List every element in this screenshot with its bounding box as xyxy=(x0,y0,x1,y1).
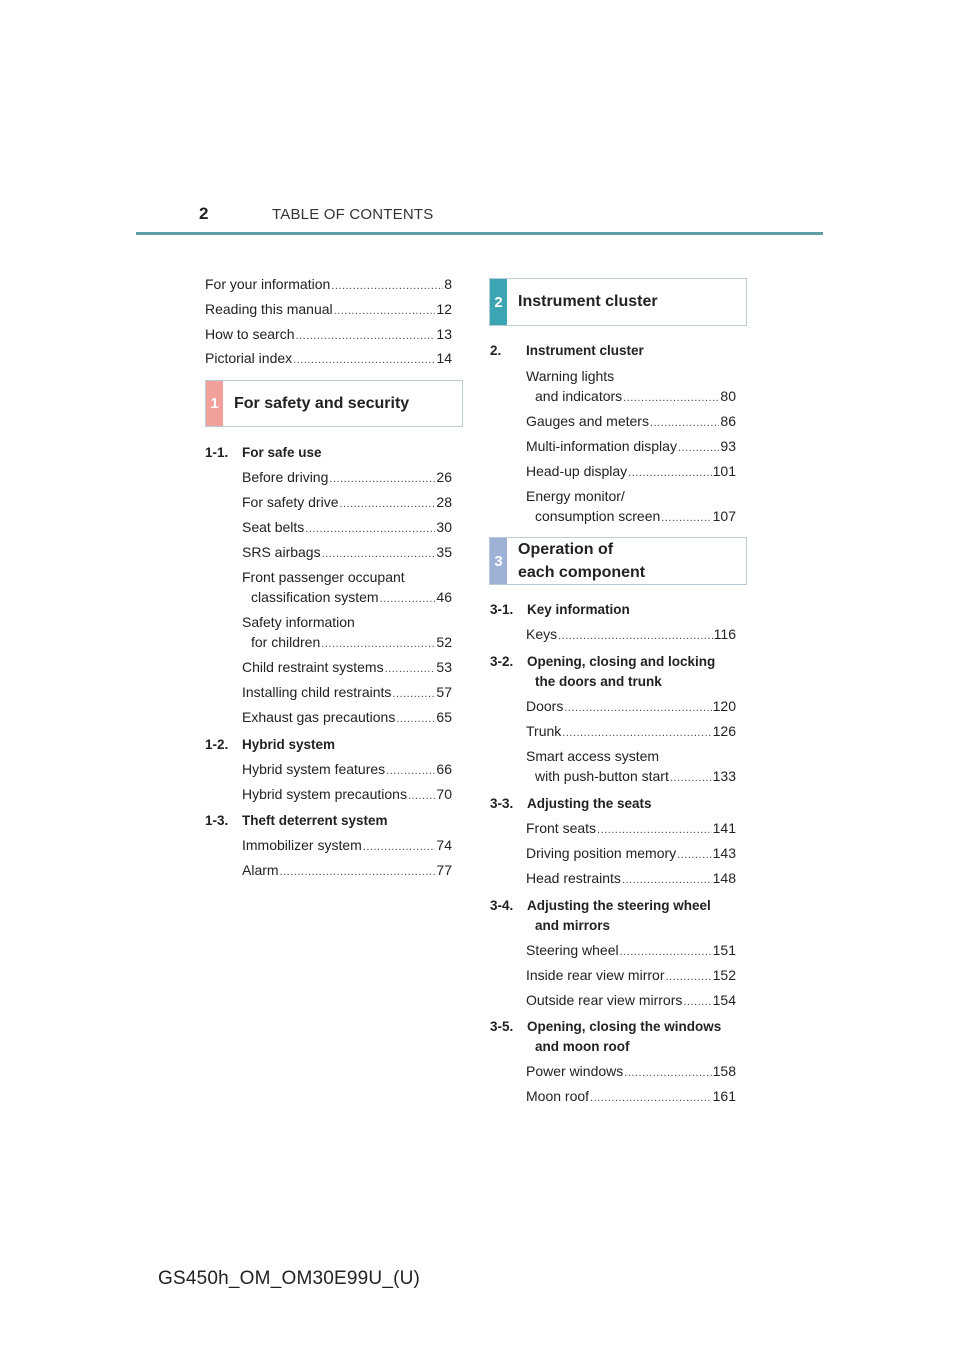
toc-entry[interactable]: Head-up display ..... 101 xyxy=(526,463,736,479)
toc-entry-line1[interactable]: Warning lights xyxy=(526,368,615,384)
toc-entry[interactable]: SRS airbags ..... 35 xyxy=(242,544,452,560)
toc-entry[interactable]: Keys ..... 116 xyxy=(526,626,736,642)
section-header-safety[interactable] xyxy=(205,380,463,427)
toc-entry[interactable]: Pictorial index ..... 14 xyxy=(205,350,452,366)
toc-entry[interactable]: Doors ..... 120 xyxy=(526,698,736,714)
toc-entry[interactable]: Driving position memory ..... 143 xyxy=(526,845,736,861)
section-header-instrument-cluster[interactable] xyxy=(489,278,747,326)
toc-entry-line1[interactable]: Energy monitor/ xyxy=(526,488,625,504)
toc-entry[interactable]: Outside rear view mirrors ..... 154 xyxy=(526,992,736,1008)
toc-entry[interactable]: Immobilizer system ..... 74 xyxy=(242,837,452,853)
toc-entry[interactable]: Head restraints ..... 148 xyxy=(526,870,736,886)
toc-entry[interactable]: Child restraint systems ..... 53 xyxy=(242,659,452,675)
toc-entry[interactable]: Steering wheel ..... 151 xyxy=(526,942,736,958)
toc-entry[interactable]: Reading this manual ..... 12 xyxy=(205,301,452,317)
toc-entry[interactable]: For safety drive ..... 28 xyxy=(242,494,452,510)
toc-entry[interactable]: For your information ..... 8 xyxy=(205,276,452,292)
subsection-heading-line2: and moon roof xyxy=(535,1039,630,1054)
section-title: For safety and security xyxy=(234,395,410,412)
toc-entry[interactable]: for children ..... 52 xyxy=(251,634,452,650)
subsection-heading: 1-1. For safe use xyxy=(205,445,322,460)
subsection-heading: 3-4. Adjusting the steering wheel xyxy=(490,898,711,913)
subsection-heading: 3-3. Adjusting the seats xyxy=(490,796,652,811)
section-number-tab: 3 xyxy=(490,538,507,584)
section-header-operation[interactable] xyxy=(489,537,747,585)
subsection-heading-line2: and mirrors xyxy=(535,918,611,933)
subsection-heading: 1-3. Theft deterrent system xyxy=(205,813,388,828)
toc-entry[interactable]: Power windows ..... 158 xyxy=(526,1063,736,1079)
section-title: Instrument cluster xyxy=(518,293,658,310)
section-title: Operation of each component xyxy=(518,541,646,581)
toc-entry[interactable]: with push-button start ..... 133 xyxy=(535,768,736,784)
page-number: 2 xyxy=(199,204,209,223)
toc-entry-line1[interactable]: Front passenger occupant xyxy=(242,569,405,585)
subsection-heading-line2: the doors and trunk xyxy=(535,674,662,689)
toc-entry[interactable]: Exhaust gas precautions ..... 65 xyxy=(242,709,452,725)
toc-entry[interactable]: Multi-information display ..... 93 xyxy=(526,438,736,454)
toc-entry[interactable]: Seat belts ..... 30 xyxy=(242,519,452,535)
toc-entry-line1[interactable]: Smart access system xyxy=(526,748,660,764)
toc-entry[interactable]: Inside rear view mirror ..... 152 xyxy=(526,967,736,983)
page-title: TABLE OF CONTENTS xyxy=(272,206,434,223)
toc-entry-line1[interactable]: Safety information xyxy=(242,614,355,630)
toc-entry[interactable]: Installing child restraints ..... 57 xyxy=(242,684,452,700)
subsection-heading: 3-2. Opening, closing and locking xyxy=(490,654,716,669)
header-divider xyxy=(136,232,823,235)
subsection-heading: 2. Instrument cluster xyxy=(490,343,644,358)
toc-entry[interactable]: classification system ..... 46 xyxy=(251,589,452,605)
toc-entry[interactable]: Moon roof ..... 161 xyxy=(526,1088,736,1104)
subsection-heading: 3-1. Key information xyxy=(490,602,630,617)
toc-entry[interactable]: Trunk ..... 126 xyxy=(526,723,736,739)
document-code: GS450h_OM_OM30E99U_(U) xyxy=(158,1268,421,1289)
toc-entry[interactable]: How to search ..... 13 xyxy=(205,326,452,342)
toc-entry[interactable]: Hybrid system precautions ..... 70 xyxy=(242,786,452,802)
toc-entry[interactable]: and indicators ..... 80 xyxy=(535,388,736,404)
toc-entry[interactable]: Gauges and meters ..... 86 xyxy=(526,413,736,429)
section-number-tab: 1 xyxy=(206,381,223,426)
toc-entry[interactable]: Alarm ..... 77 xyxy=(242,862,452,878)
toc-entry[interactable]: consumption screen ..... 107 xyxy=(535,508,736,524)
section-number-tab: 2 xyxy=(490,279,507,325)
toc-entry[interactable]: Front seats ..... 141 xyxy=(526,820,736,836)
toc-entry[interactable]: Hybrid system features ..... 66 xyxy=(242,761,452,777)
toc-entry[interactable]: Before driving ..... 26 xyxy=(242,469,452,485)
subsection-heading: 3-5. Opening, closing the windows xyxy=(490,1019,722,1034)
subsection-heading: 1-2. Hybrid system xyxy=(205,737,336,752)
